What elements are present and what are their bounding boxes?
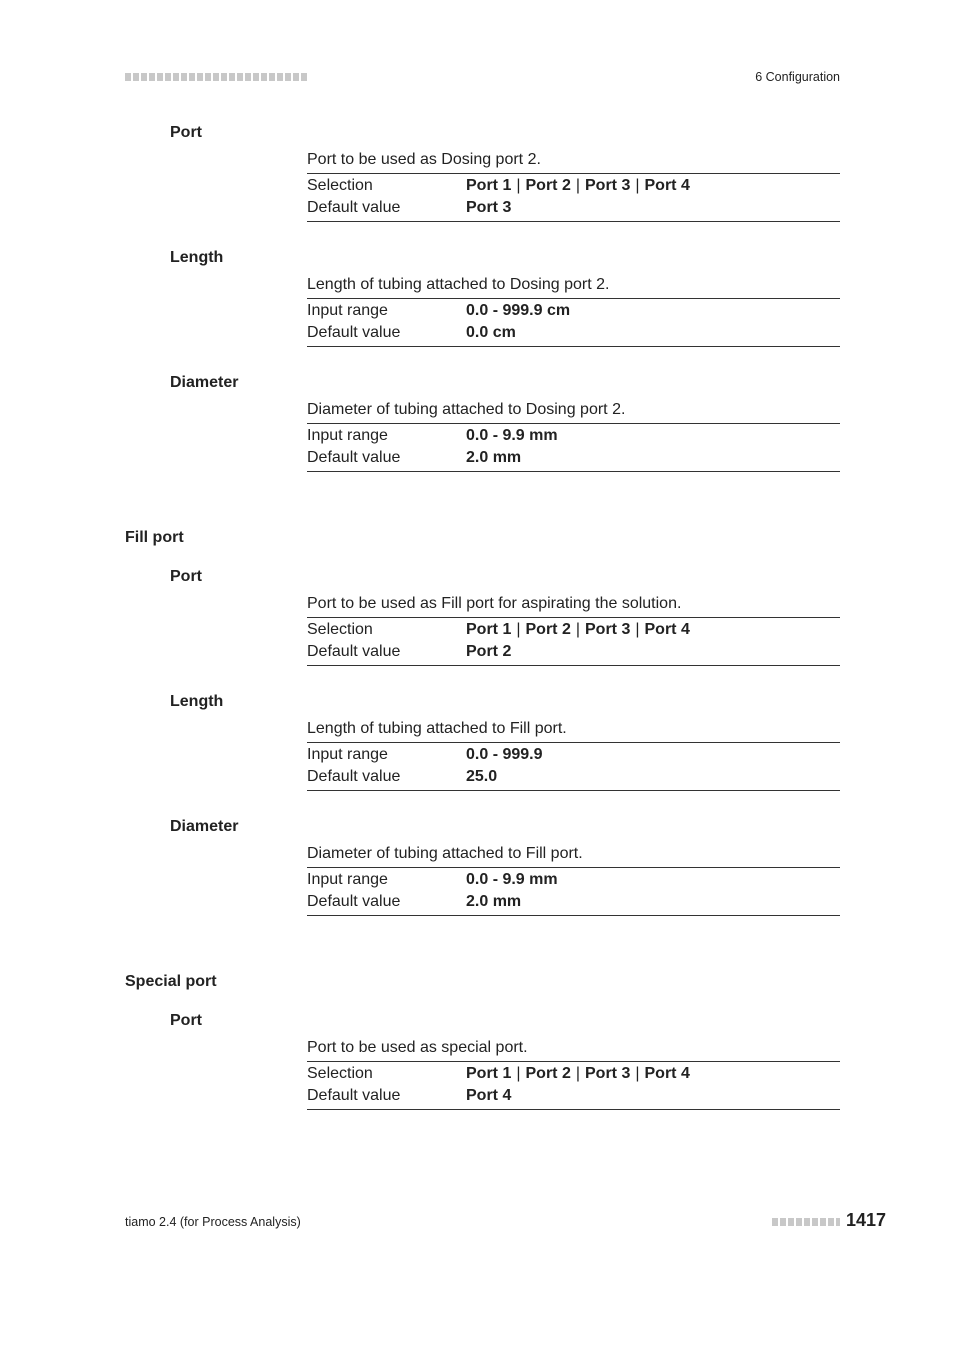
param-table: [307, 867, 840, 916]
footer-decoration: [772, 1218, 840, 1226]
option: Port 4: [644, 177, 690, 194]
option: Port 1: [466, 177, 512, 194]
option: Port 3: [585, 621, 631, 638]
row-key: Selection: [307, 1065, 373, 1082]
selection-options: Port 1 | Port 2 | Port 3 | Port 4: [466, 177, 690, 194]
param-description: Diameter of tubing attached to Fill port.: [307, 845, 583, 862]
page-number: 1417: [846, 1210, 887, 1230]
param-name: Port: [170, 1012, 202, 1029]
row-key: Default value: [307, 449, 401, 466]
table-row: [307, 425, 840, 447]
param-dosing-length: [170, 247, 840, 347]
table-row: [307, 869, 840, 891]
selection-options: Port 1 | Port 2 | Port 3 | Port 4: [466, 621, 690, 638]
param-description: Diameter of tubing attached to Dosing port 2.: [307, 401, 626, 418]
param-special-port: [170, 1010, 840, 1110]
param-description: Length of tubing attached to Dosing port 2.: [307, 276, 610, 293]
footer-product: tiamo 2.4 (for Process Analysis): [125, 1215, 301, 1229]
param-name: Port: [170, 124, 202, 141]
table-row: [307, 1063, 840, 1085]
param-name: Diameter: [170, 818, 239, 835]
param-table: [307, 173, 840, 222]
row-key: Default value: [307, 1087, 401, 1104]
row-key: Default value: [307, 893, 401, 910]
param-dosing-diameter: [170, 372, 840, 472]
row-key: Default value: [307, 324, 401, 341]
row-value: 2.0 mm: [466, 893, 522, 910]
option: Port 3: [585, 177, 631, 194]
option: Port 3: [585, 1065, 631, 1082]
table-row: [307, 891, 840, 913]
param-table: [307, 298, 840, 347]
table-row: [307, 447, 840, 469]
param-fill-diameter: [170, 816, 840, 916]
table-row: [307, 175, 840, 197]
option: Port 2: [525, 177, 571, 194]
row-value: Port 3: [466, 199, 512, 216]
param-table: [307, 423, 840, 472]
header-decoration: [125, 73, 307, 81]
row-value: Port 2: [466, 643, 512, 660]
option: Port 4: [644, 621, 690, 638]
option: Port 4: [644, 1065, 690, 1082]
option: Port 1: [466, 1065, 512, 1082]
param-fill-port: [170, 566, 840, 666]
row-value: 25.0: [466, 768, 498, 785]
row-value: 0.0 - 999.9: [466, 746, 543, 763]
row-value: 0.0 cm: [466, 324, 516, 341]
row-value: 0.0 - 9.9 mm: [466, 871, 558, 888]
param-description: Port to be used as Dosing port 2.: [307, 151, 541, 168]
row-key: Input range: [307, 871, 388, 888]
table-row: [307, 744, 840, 766]
param-name: Length: [170, 693, 224, 710]
param-dosing-port: [170, 122, 840, 222]
option: Port 2: [525, 621, 571, 638]
param-table: [307, 617, 840, 666]
param-description: Port to be used as Fill port for aspirating the solution.: [307, 595, 682, 612]
table-row: [307, 1085, 840, 1107]
table-row: [307, 322, 840, 344]
table-row: [307, 766, 840, 788]
row-key: Selection: [307, 177, 373, 194]
row-value: 0.0 - 999.9 cm: [466, 302, 571, 319]
row-key: Input range: [307, 746, 388, 763]
param-table: [307, 742, 840, 791]
row-key: Input range: [307, 427, 388, 444]
table-row: [307, 619, 840, 641]
section-title-special-port: Special port: [125, 973, 217, 990]
row-key: Default value: [307, 643, 401, 660]
param-description: Port to be used as special port.: [307, 1039, 528, 1056]
param-fill-length: [170, 691, 840, 791]
chapter-title: 6 Configuration: [755, 70, 840, 84]
section-title-fill-port: Fill port: [125, 529, 184, 546]
param-table: [307, 1061, 840, 1110]
param-description: Length of tubing attached to Fill port.: [307, 720, 567, 737]
option: Port 1: [466, 621, 512, 638]
param-name: Port: [170, 568, 202, 585]
table-row: [307, 300, 840, 322]
param-name: Diameter: [170, 374, 239, 391]
row-key: Default value: [307, 768, 401, 785]
row-value: 0.0 - 9.9 mm: [466, 427, 558, 444]
row-key: Selection: [307, 621, 373, 638]
row-key: Input range: [307, 302, 388, 319]
selection-options: Port 1 | Port 2 | Port 3 | Port 4: [466, 1065, 690, 1082]
param-name: Length: [170, 249, 224, 266]
row-value: Port 4: [466, 1087, 512, 1104]
row-key: Default value: [307, 199, 401, 216]
table-row: [307, 641, 840, 663]
option: Port 2: [525, 1065, 571, 1082]
row-value: 2.0 mm: [466, 449, 522, 466]
table-row: [307, 197, 840, 219]
